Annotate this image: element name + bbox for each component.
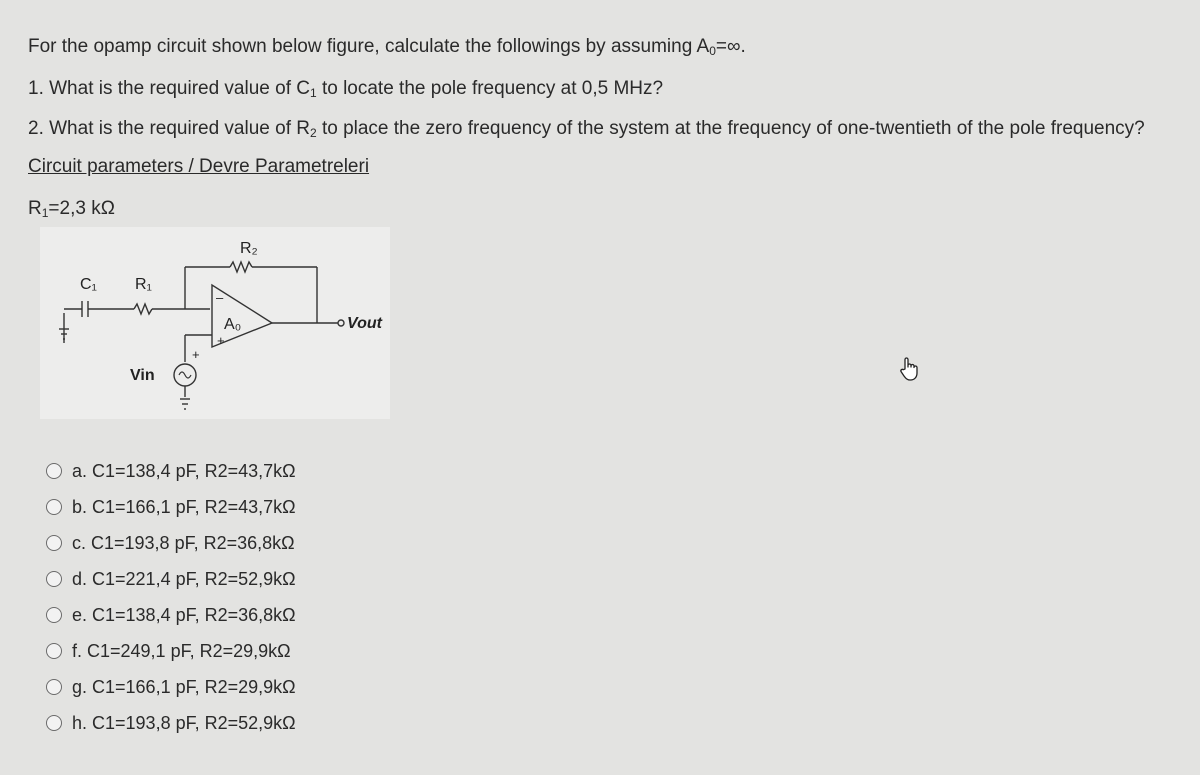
- radio-icon[interactable]: [46, 607, 62, 623]
- option-a[interactable]: [46, 458, 296, 484]
- radio-icon[interactable]: [46, 535, 62, 551]
- question-part-1: 1. What is the required value of $C_1$ to locate the pole frequency at 0,5 MHz?: [28, 78, 664, 100]
- hand-pointer-icon: [898, 356, 922, 382]
- opamp-circuit-figure: [40, 227, 390, 419]
- option-label: e. C1=138,4 pF, R2=36,8kΩ: [72, 604, 296, 625]
- parameter-r1: $R_1=2,3$ kΩ: [28, 198, 115, 220]
- radio-icon[interactable]: [46, 643, 62, 659]
- circuit-parameters-heading: Circuit parameters / Devre Parametreleri: [28, 156, 370, 177]
- capacitor-c1: [82, 301, 88, 317]
- option-label: a. C1=138,4 pF, R2=43,7kΩ: [72, 460, 296, 481]
- label-ao: A₀: [224, 316, 242, 333]
- radio-icon[interactable]: [46, 499, 62, 515]
- option-d[interactable]: [46, 566, 296, 592]
- label-vout: Vout: [347, 315, 382, 332]
- option-b[interactable]: [46, 494, 296, 520]
- question-part-2: 2. What is the required value of $R_2$ to place the zero frequency of the system at the frequency of one-twentieth of the pole frequency?: [28, 118, 1145, 140]
- option-label: f. C1=249,1 pF, R2=29,9kΩ: [72, 640, 291, 661]
- option-label: d. C1=221,4 pF, R2=52,9kΩ: [72, 568, 296, 589]
- option-h[interactable]: [46, 710, 296, 736]
- option-c[interactable]: [46, 530, 295, 556]
- circuit-diagram: [40, 227, 390, 419]
- option-f[interactable]: [46, 638, 291, 664]
- radio-icon[interactable]: [46, 715, 62, 731]
- left-ground-symbol: [59, 313, 69, 343]
- radio-icon[interactable]: [46, 679, 62, 695]
- label-r2: R₂: [240, 240, 258, 257]
- option-g[interactable]: [46, 674, 296, 700]
- radio-icon[interactable]: [46, 463, 62, 479]
- option-label: h. C1=193,8 pF, R2=52,9kΩ: [72, 712, 296, 733]
- resistor-r1: [134, 304, 152, 314]
- option-label: b. C1=166,1 pF, R2=43,7kΩ: [72, 496, 296, 517]
- radio-icon[interactable]: [46, 571, 62, 587]
- option-label: g. C1=166,1 pF, R2=29,9kΩ: [72, 676, 296, 697]
- label-c1: C₁: [80, 276, 97, 293]
- question-intro: For the opamp circuit shown below figure, calculate the followings by assuming $A_0=\infty$.: [28, 36, 746, 58]
- label-plus: +: [217, 333, 225, 348]
- option-e[interactable]: [46, 602, 296, 628]
- resistor-r2: [230, 262, 252, 272]
- label-r1: R₁: [135, 276, 152, 293]
- label-vin: Vin: [130, 367, 155, 384]
- label-minus: –: [216, 290, 224, 305]
- option-label: c. C1=193,8 pF, R2=36,8kΩ: [72, 532, 295, 553]
- label-source-plus: +: [192, 347, 200, 362]
- bottom-ground-symbol: [180, 399, 190, 409]
